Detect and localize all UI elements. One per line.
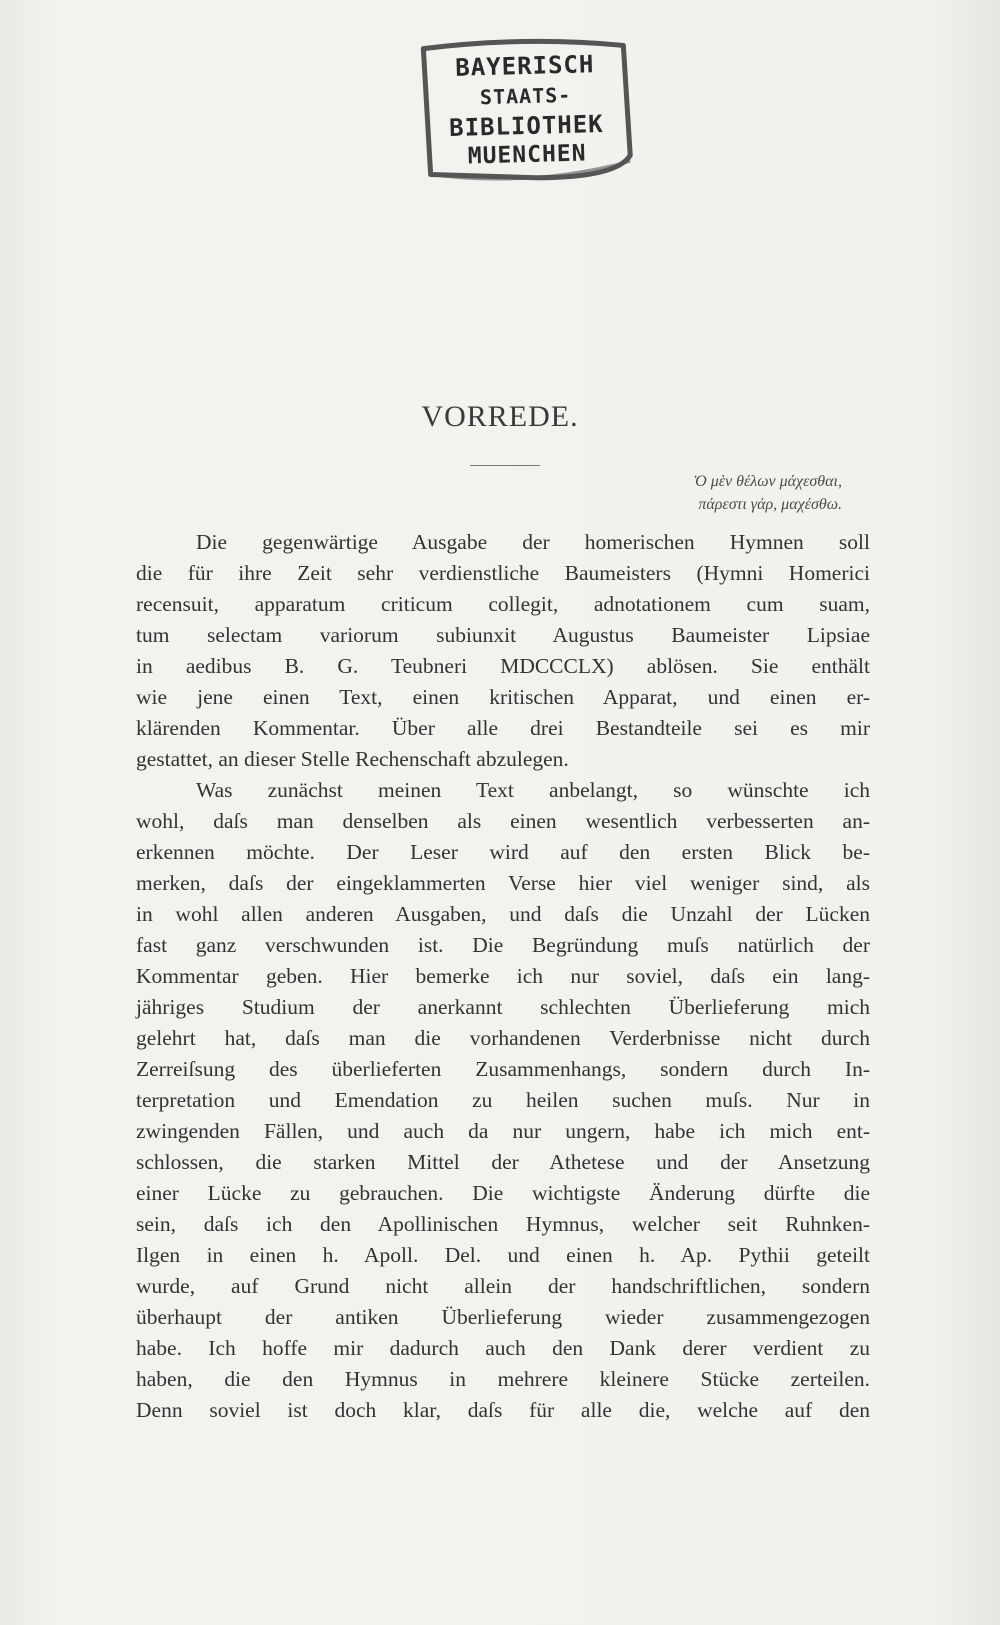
text-line: Kommentar geben. Hier bemerke ich nur soviel, daſs ein lang- [136,964,870,988]
text-line: Die gegenwärtige Ausgabe der homerischen Hymnen soll [196,530,870,554]
text-line: terpretation und Emendation zu heilen suchen muſs. Nur in [136,1088,870,1112]
text-line: Zerreiſsung des überlieferten Zusammenhangs, sondern durch In- [136,1057,870,1081]
page-title: VORREDE. [421,400,579,433]
text-line: Was zunächst meinen Text anbelangt, so wünschte ich [196,778,870,802]
text-line: sein, daſs ich den Apollinischen Hymnus, welcher seit Ruhnken- [136,1212,870,1236]
text-line: in wohl allen anderen Ausgaben, und daſs die Unzahl der Lücken [136,902,870,926]
text-line: einer Lücke zu gebrauchen. Die wichtigste Änderung dürfte die [136,1181,870,1205]
greek-epigraph [600,470,842,516]
epigraph-line-1: Ὁ μὲν θέλων μάχεσθαι, [693,473,842,490]
epigraph-line-2: πάρεστι γάρ, μαχέσθω. [698,496,842,513]
text-line: in aedibus B. G. Teubneri MDCCCLX) ablösen. Sie enthält [136,654,870,678]
stamp-line-4: MUENCHEN [467,140,587,170]
stamp-line-2: STAATS- [479,82,572,110]
text-line: jähriges Studium der anerkannt schlechten Überlieferung mich [136,995,870,1019]
text-line: wurde, auf Grund nicht allein der handschriftlichen, sondern [136,1274,870,1298]
text-line: klärenden Kommentar. Über alle drei Bestandteile sei es mir [136,716,870,740]
text-line: fast ganz verschwunden ist. Die Begründung muſs natürlich der [136,933,870,957]
text-line: gestattet, an dieser Stelle Rechenschaft abzulegen. [136,747,569,771]
text-line: haben, die den Hymnus in mehrere kleinere Stücke zerteilen. [136,1367,870,1391]
title-rule [470,465,540,466]
stamp-line-3: BIBLIOTHEK [448,109,605,143]
text-line: die für ihre Zeit sehr verdienstliche Baumeisters (Hymni Homerici [136,561,870,585]
text-line: recensuit, apparatum criticum collegit, adnotationem cum suam, [136,592,870,616]
stamp-line-1: BAYERISCH [454,50,595,82]
text-line: wie jene einen Text, einen kritischen Apparat, und einen er- [136,685,870,709]
text-line: Ilgen in einen h. Apoll. Del. und einen h. Ap. Pythii geteilt [136,1243,870,1267]
text-line: merken, daſs der eingeklammerten Verse hier viel weniger sind, als [136,871,870,895]
text-line: schlossen, die starken Mittel der Athetese und der Ansetzung [136,1150,870,1174]
library-stamp [413,35,639,185]
text-line: überhaupt der antiken Überlieferung wieder zusammengezogen [136,1305,870,1329]
text-line: Denn soviel ist doch klar, daſs für alle die, welche auf den [136,1398,870,1422]
text-line: wohl, daſs man denselben als einen wesentlich verbesserten an- [136,809,870,833]
text-line: tum selectam variorum subiunxit Augustus Baumeister Lipsiae [136,623,870,647]
text-line: erkennen möchte. Der Leser wird auf den ersten Blick be- [136,840,870,864]
text-line: gelehrt hat, daſs man die vorhandenen Verderbnisse nicht durch [136,1026,870,1050]
text-line: zwingenden Fällen, und auch da nur ungern, habe ich mich ent- [136,1119,870,1143]
text-line: habe. Ich hoffe mir dadurch auch den Dank derer verdient zu [136,1336,870,1360]
